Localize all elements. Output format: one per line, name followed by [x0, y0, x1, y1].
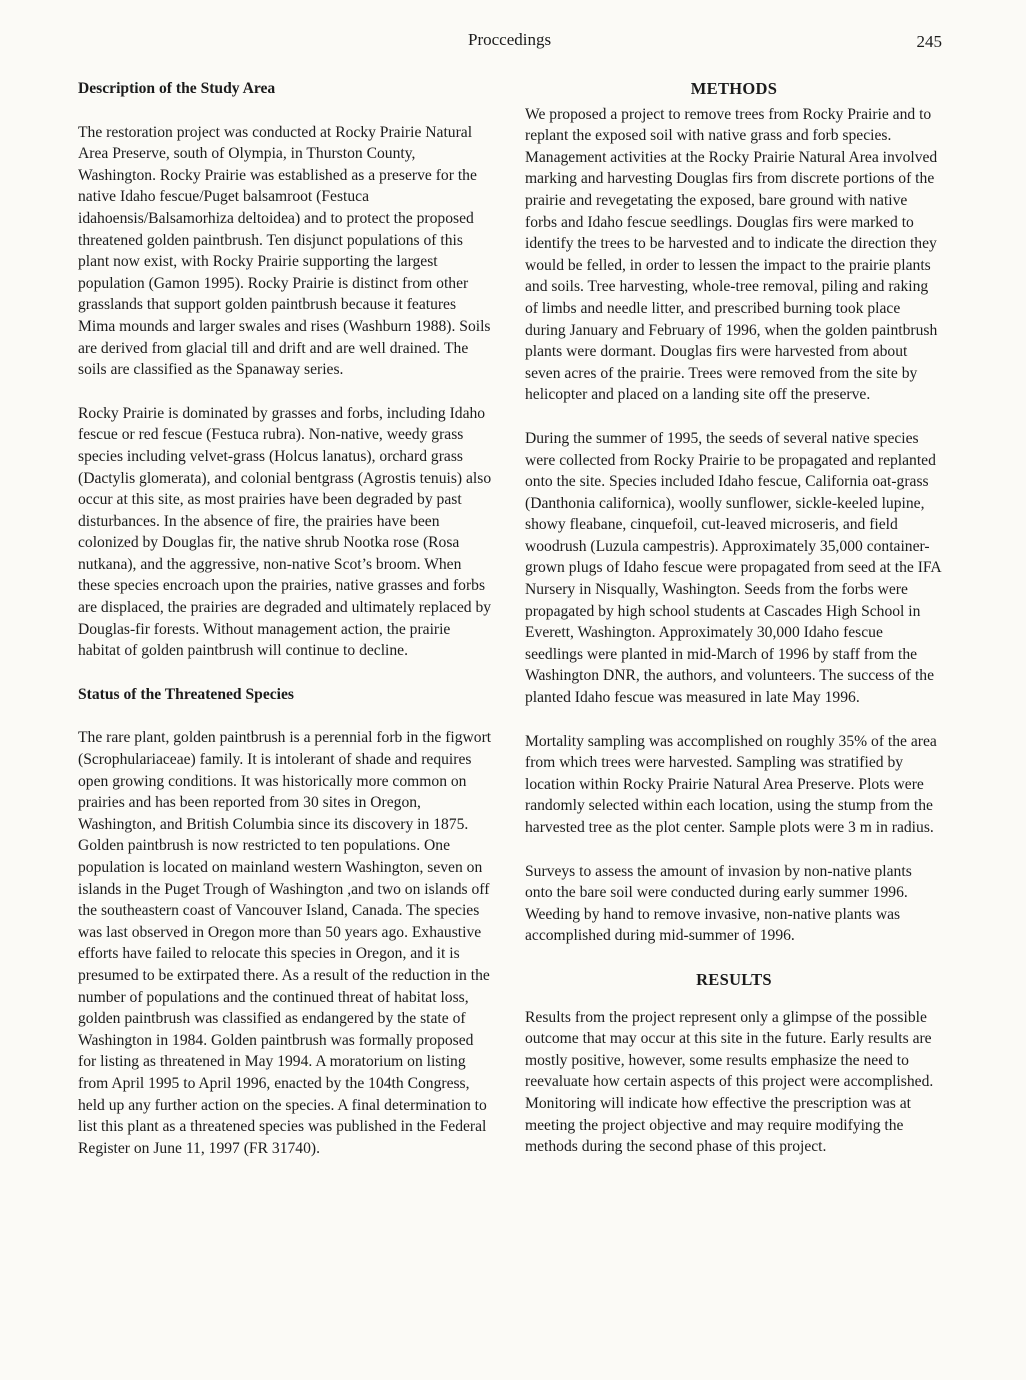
paragraph-study-area-1: The restoration project was conducted at Rocky Prairie Natural Area Preserve, south of Olympia, in Thurston County, Washington. Rocky Prairie was established as a preserve for the native Idaho fescue/Puget balsamroot (Festuca idahoensis/Balsamorhiza deltoidea) and to protect the proposed threatened golden paintbrush. Ten disjunct populations of this plant now exist, with Rocky Prairie supporting the largest population (Gamon 1995). Rocky Prairie is distinct from other grasslands that support golden paintbrush because it features Mima mounds and larger swales and rises (Washburn 1988). Soils are derived from glacial till and drift and are well drained. The soils are classified as the Spanaway series.	[78, 123, 491, 379]
paragraph-methods-1: We proposed a project to remove trees from Rocky Prairie and to replant the exposed soil with native grass and forb species. Management activities at the Rocky Prairie Natural Area involved marking and harvesting Douglas firs from discrete portions of the prairie and revegetating the exposed, bare ground with native forbs and Idaho fescue seedlings. Douglas firs were marked to identify the trees to be harvested and to indicate the direction they would be felled, in order to lessen the impact to the prairie plants and soils. Tree harvesting, whole-tree removal, piling and raking of limbs and needle litter, and prescribed burning took place during January and February of 1996, when the golden paintbrush plants were dormant. Douglas firs were harvested from about seven acres of the prairie. Trees were removed from the site by helicopter and placed on a landing site off the preserve.	[525, 105, 938, 404]
paragraph-methods-2: During the summer of 1995, the seeds of several native species were collected from Rocky Prairie to be propagated and replanted onto the site. Species included Idaho fescue, California oat-grass (Danthonia californica), woolly sunflower, sickle-keeled lupine, showy fleabane, cinquefoil, cut-leaved microseris, and field woodrush (Luzula campestris). Approximately 35,000 container-grown plugs of Idaho fescue were propagated from seed at the IFA Nursery in Nisqually, Washington. Seeds from the forbs were propagated by high school students at Cascades High School in Everett, Washington. Approximately 30,000 Idaho fescue seedlings were planted in mid-March of 1996 by staff from the Washington DNR, the authors, and volunteers. The success of the planted Idaho fescue was measured in late May 1996.	[525, 429, 941, 707]
running-header	[0, 30, 1026, 56]
running-title: Proccedings	[468, 30, 552, 49]
left-column	[78, 78, 494, 1181]
page-number: 245	[916, 32, 942, 51]
paragraph-results-1: Results from the project represent only a glimpse of the possible outcome that may occur at this site in the future. Early results are mostly positive, however, some results emphasize the need to reevaluate how certain aspects of this project were accomplished. Monitoring will indicate how effective the prescription was at meeting the project objective and may require modifying the methods during the second phase of this project.	[525, 1008, 934, 1156]
section-heading-study-area: Description of the Study Area	[78, 80, 276, 97]
paragraph-status-1: The rare plant, golden paintbrush is a perennial forb in the figwort (Scrophulariaceae) family. It is intolerant of shade and requires open growing conditions. It was historically more common on prairies and has been reported from 30 sites in Oregon, Washington, and British Columbia since its discovery in 1875. Golden paintbrush is now restricted to ten populations. One population is located on mainland western Washington, seven on islands in the Puget Trough of Washington ,and two on islands off the southeastern coast of Vancouver Island, Canada. The species was last observed in Oregon more than 50 years ago. Exhaustive efforts have failed to relocate this species in Oregon, and it is presumed to be extirpated there. As a result of the reduction in the number of populations and the continued threat of habitat loss, golden paintbrush was classified as endangered by the state of Washington in 1984. Golden paintbrush was formally proposed for listing as threatened in May 1994. A moratorium on listing from April 1995 to April 1996, enacted by the 104th Congress, held up any further action on the species. A final determination to list this plant as a threatened species was published in the Federal Register on June 11, 1997 (FR 31740).	[78, 729, 492, 1157]
paragraph-methods-3: Mortality sampling was accomplished on roughly 35% of the area from which trees were harvested. Sampling was stratified by location within Rocky Prairie Natural Area Preserve. Plots were randomly selected within each location, using the stump from the harvested tree as the plot center. Sample plots were 3 m in radius.	[525, 732, 937, 836]
section-heading-results: RESULTS	[696, 969, 772, 989]
paragraph-methods-4: Surveys to assess the amount of invasion by non-native plants onto the bare soil were conducted during early summer 1996. Weeding by hand to remove invasive, non-native plants was accomplished during mid-summer of 1996.	[525, 862, 912, 945]
right-column	[525, 78, 943, 1180]
section-heading-status: Status of the Threatened Species	[78, 685, 295, 703]
section-heading-methods: METHODS	[690, 79, 778, 98]
paragraph-study-area-2: Rocky Prairie is dominated by grasses and forbs, including Idaho fescue or red fescue (Festuca rubra). Non-native, weedy grass species including velvet-grass (Holcus lanatus), orchard grass (Dactylis glomerata), and colonial bentgrass (Agrostis tenuis) also occur at this site, as most prairies have been degraded by past disturbances. In the absence of fire, the prairies have been colonized by Douglas fir, the native shrub Nootka rose (Rosa nutkana), and the aggressive, non-native Scot’s broom. When these species encroach upon the prairies, native grasses and forbs are displaced, the prairies are degraded and ultimately replaced by Douglas-fir forests. Without management action, the prairie habitat of golden paintbrush will continue to decline.	[78, 404, 492, 660]
